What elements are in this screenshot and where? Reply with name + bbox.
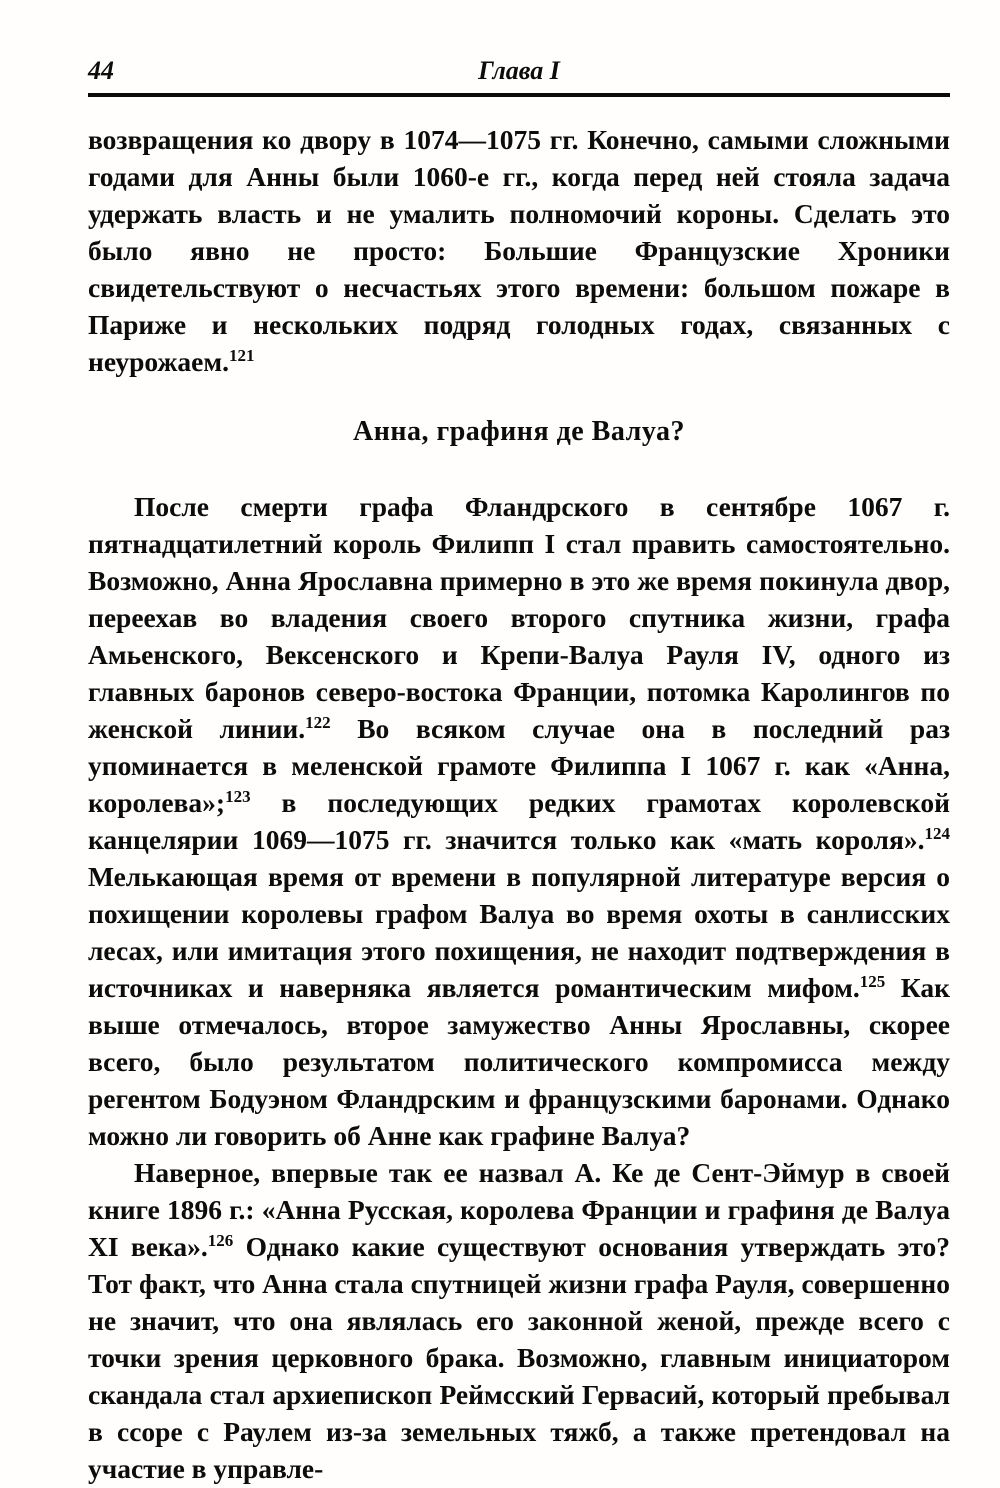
section-heading: Анна, графиня де Валуа? xyxy=(353,416,685,447)
footnote-ref: 123 xyxy=(225,786,251,806)
paragraph: После смерти графа Фландрского в сентябре 1067 г. пятнадцатилетний король Филипп I стал править самостоятельно. Возможно, Анна Ярославна примерно в это же время покинула двор, переехав во владения своего второго спутника жизни, графа Амьенского, Вексенского и Крепи-Валуа Рауля IV, одного из главных баронов северо-востока Франции, потомка Каролингов по женской линии.$^{122}$ Во всяком случае она в последний раз упоминается в меленской грамоте Филиппа I 1067 г. как «Анна, королева»;$^{123}$ в последующих редких грамотах королевской канцелярии 1069—1075 гг. значится только как «мать короля».$^{124}$ Мелькающая время от времени в популярной литературе версия о похищении королевы графом Валуа во время охоты в санлисских лесах, или имитация этого похищения, не находит подтверждения в источниках и наверняка является романтическим мифом.$^{125}$ Как выше отмечалось, второе замужество Анны Ярославны, скорее всего, было результатом политического компромисса между регентом Бодуэном Фландрским и французскими баронами. Однако можно ли говорить об Анне как графине Валуа? xyxy=(88,491,950,1151)
chapter-header: Глава I xyxy=(478,56,560,85)
paragraph: возвращения ко двору в 1074—1075 гг. Конечно, самыми сложными годами для Анны были 1060-е гг., когда перед ней стояла задача удержать власть и не умалить полномочий короны. Сделать это было явно не просто: Большие Французские Хроники свидетельствуют о несчастьях этого времени: большом пожаре в Париже и нескольких подряд голодных годах, связанных с неурожаем.$^{121}$ xyxy=(88,124,950,377)
paragraph: Наверное, впервые так ее назвал А. Ке де Сент-Эймур в своей книге 1896 г.: «Анна Русская, королева Франции и графиня де Валуа XI века».$^{126}$ Однако какие существуют основания утверждать это? Тот факт, что Анна стала спутницей жизни графа Рауля, совершенно не значит, что она являлась его законной женой, прежде всего с точки зрения церковного брака. Возможно, главным инициатором скандала стал архиепископ Реймсский Гервасий, который пребывал в ссоре с Раулем из-за земельных тяжб, а также претендовал на участие в управле- xyxy=(88,1157,951,1484)
page-number: 44 xyxy=(88,56,114,85)
header-rule xyxy=(88,93,950,97)
page-body xyxy=(88,121,950,1487)
footnote-ref: 124 xyxy=(924,823,950,843)
footnote-ref: 125 xyxy=(859,971,886,991)
footnote-ref: 121 xyxy=(228,345,255,365)
footnote-ref: 126 xyxy=(207,1230,234,1250)
page-header xyxy=(88,56,950,90)
footnote-ref: 122 xyxy=(305,712,331,732)
